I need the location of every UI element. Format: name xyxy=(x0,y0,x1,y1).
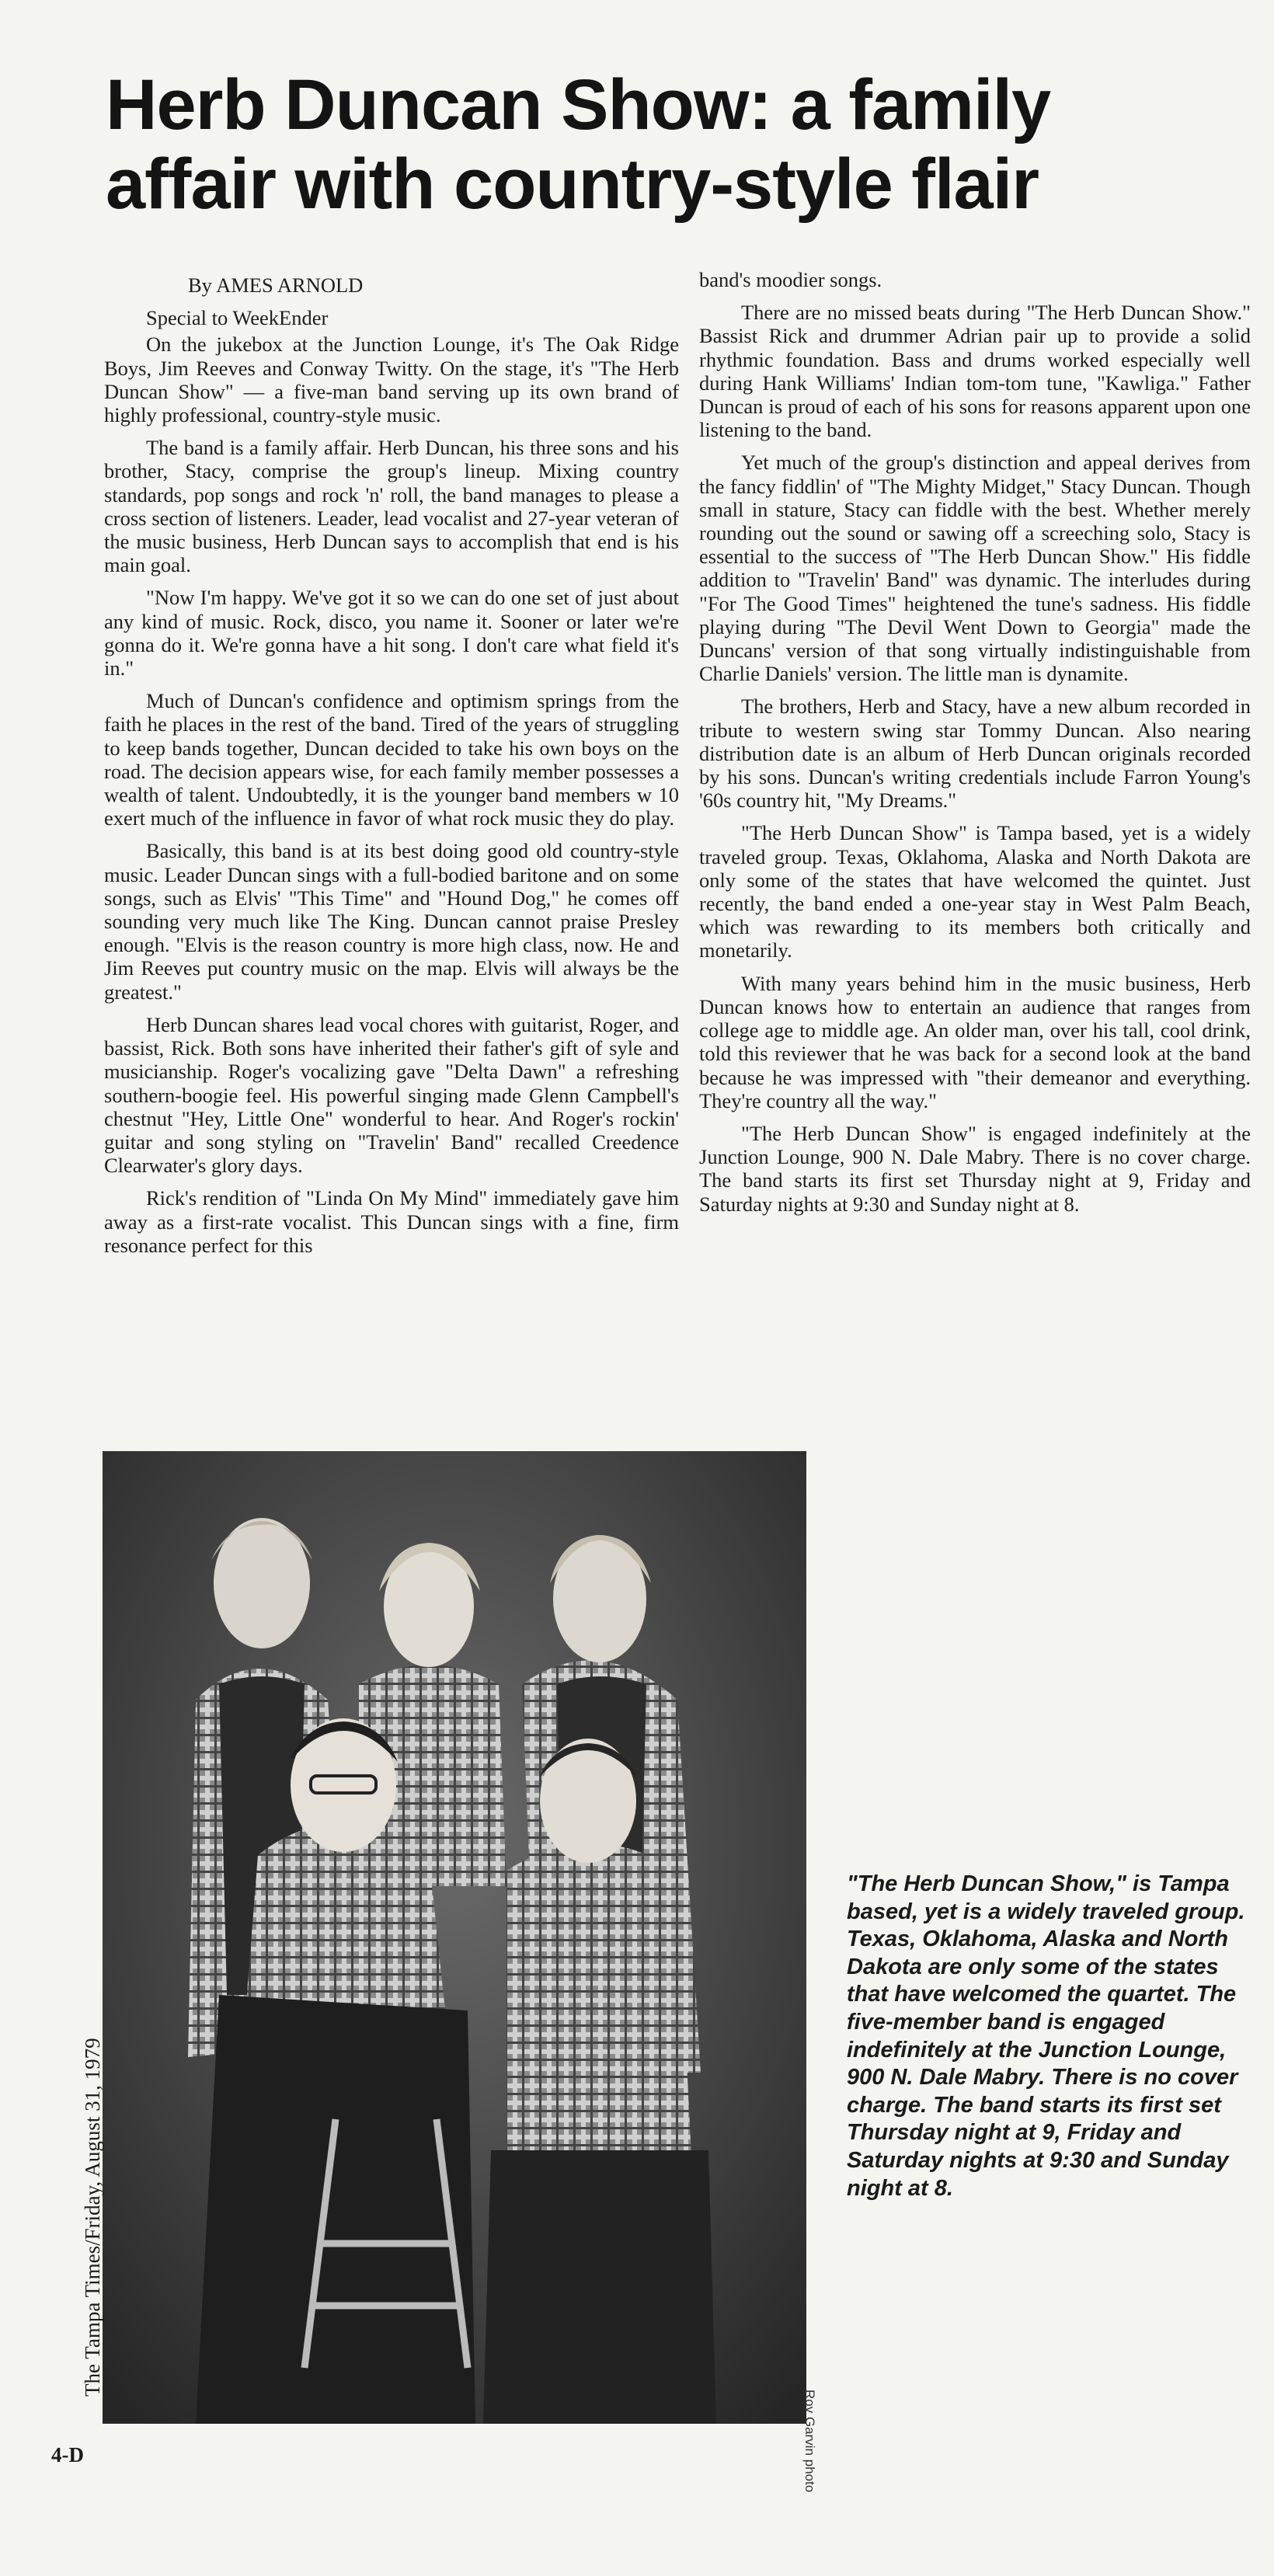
article-paragraph: Basically, this band is at its best doing good old country-style music. Leader Duncan sings with a full-bodied baritone and on some songs, such as Elvis' "This Time" and "Hound Dog," he comes off sounding very much like The King. Duncan cannot praise Presley enough. "Elvis is the reason country is more high class, now. He and Jim Reeves put country music on the map. Elvis will always be the greatest." xyxy=(104,839,679,1004)
article-paragraph: "Now I'm happy. We've got it so we can do one set of just about any kind of music. Rock, disco, you name it. Sooner or later we're gonna do it. We're gonna have a hit song. I don't care what field it's in." xyxy=(104,586,679,681)
band-photo xyxy=(103,1451,806,2424)
article-paragraph: Rick's rendition of "Linda On My Mind" immediately gave him away as a first-rate vocalist. This Duncan sings with a fine, firm resonance perfect for this xyxy=(104,1186,679,1257)
article-paragraph: Much of Duncan's confidence and optimism springs from the faith he places in the rest of the band. Tired of the years of struggling to keep bands together, Duncan decided to take his own boys on the road. The decision appears wise, for each family member possesses a wealth of talent. Undoubtedly, it is the younger band members w 10 exert much of the influence in favor of what rock music they do play. xyxy=(104,689,679,830)
dateline: The Tampa Times/Friday, August 31, 1979 xyxy=(81,2038,104,2397)
article-continuation: band's moodier songs. xyxy=(699,268,882,291)
byline-subtitle: Special to WeekEnder xyxy=(146,306,329,330)
article-paragraph: "The Herb Duncan Show" is Tampa based, yet is a widely traveled group. Texas, Oklahoma, Alaska and North Dakota are only some of the states that have welcomed the quintet. Just recently, the band ended a one-year stay in West Palm Beach, which was rewarding to its members both critically and monetarily. xyxy=(699,821,1251,963)
article-paragraph: Yet much of the group's distinction and appeal derives from the fancy fiddlin' of "The Mighty Midget," Stacy Duncan. Though small in stature, Stacy can fiddle with the best. Whether merely rounding out the sound or sawing off a screeching solo, Stacy is essential to the success of "The Herb Duncan Show." His fiddle addition to "Travelin' Band" was dynamic. The interludes during "For The Good Times" heightened the tune's sadness. His fiddle playing during "The Devil Went Down to Georgia" made the Duncans' version of that song virtually indistinguishable from Charlie Daniels' version. The little man is dynamite. xyxy=(699,451,1251,686)
byline: By AMES ARNOLD xyxy=(188,273,364,297)
article-paragraph: The band is a family affair. Herb Duncan, his three sons and his brother, Stacy, comprise the group's lineup. Mixing country standards, pop songs and rock 'n' roll, the band manages to please a cross section of listeners. Leader, lead vocalist and 27-year veteran of the music business, Herb Duncan says to accomplish that end is his main goal. xyxy=(104,436,679,577)
article-paragraph: Herb Duncan shares lead vocal chores with guitarist, Roger, and bassist, Rick. Both sons have inherited their father's gift of syle and musicianship. Roger's vocalizing gave "Delta Dawn" a refreshing southern-boogie feel. His powerful singing made Glenn Campbell's chestnut "Hey, Little One" wonderful to hear. And Roger's rockin' guitar and song styling on "Travelin' Band" recalled Creedence Clearwater's glory days. xyxy=(104,1012,679,1178)
article-paragraph: "The Herb Duncan Show" is engaged indefinitely at the Junction Lounge, 900 N. Dale Mabry. There is no cover charge. The band starts its first set Thursday night at 9, Friday and Saturday nights at 9:30 and Sunday night at 8. xyxy=(699,1121,1251,1216)
page-number: 4-D xyxy=(51,2443,84,2466)
article-paragraph: The brothers, Herb and Stacy, have a new album recorded in tribute to western swing star Tommy Duncan. Also nearing distribution date is an album of Herb Duncan originals recorded by his sons. Duncan's writing credentials include Farron Young's '60s country hit, "My Dreams." xyxy=(699,694,1251,813)
article-column-right xyxy=(699,268,1251,1225)
band-photo-illustration xyxy=(103,1451,806,2424)
photo-caption: "The Herb Duncan Show," is Tampa based, yet is a widely traveled group. Texas, Oklahoma, Alaska and North Dakota are only some of the states that have welcomed the quartet. The five-member band is engaged indefinitely at the Junction Lounge, 900 N. Dale Mabry. There is no cover charge. The band starts its first set Thursday night at 9, Friday and Saturday nights at 9:30 and Sunday night at 8. xyxy=(847,1871,1245,2201)
article-paragraph: On the jukebox at the Junction Lounge, it's The Oak Ridge Boys, Jim Reeves and Conway Twitty. On the stage, it's "The Herb Duncan Show" — a five-man band serving up its own brand of highly professional, country-style music. xyxy=(104,332,679,427)
headline: Herb Duncan Show: a family affair with country-style flair xyxy=(106,65,1051,224)
article-paragraph: With many years behind him in the music business, Herb Duncan knows how to entertain an audience that ranges from college age to middle age. An older man, over his tall, cool drink, told this reviewer that he was back for a second look at the band because he was impressed with "their demeanor and everything. They're country all the way." xyxy=(699,971,1251,1112)
article-column-left xyxy=(104,273,679,1266)
article-paragraph: There are no missed beats during "The Herb Duncan Show." Bassist Rick and drummer Adrian pair up to provide a solid rhythmic foundation. Bass and drums worked especially well during Hank Williams' Indian tom-tom tune, "Kawliga." Father Duncan is proud of each of his sons for reasons apparent upon one listening to the band. xyxy=(699,301,1251,442)
photo-credit: Roy Garvin photo xyxy=(802,2390,817,2493)
